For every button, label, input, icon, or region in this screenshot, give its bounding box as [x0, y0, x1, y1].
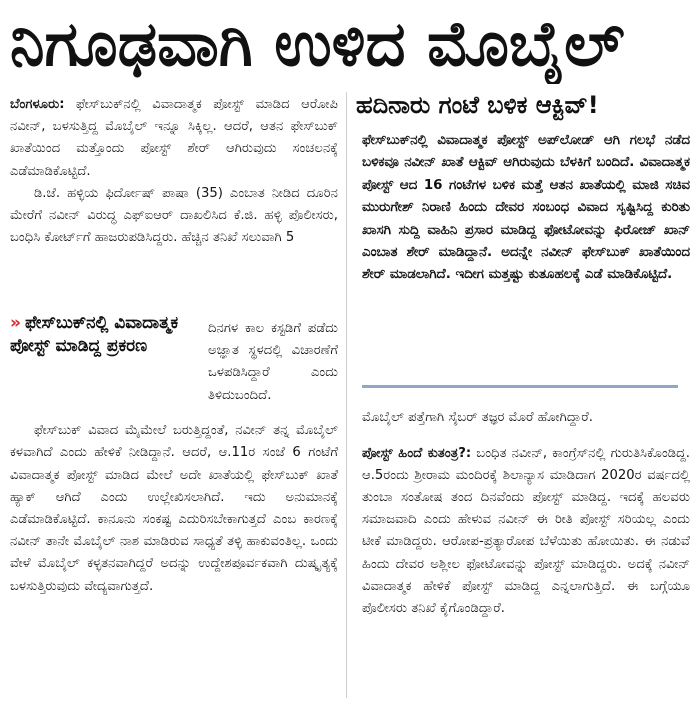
right-paragraph-2-lead: ಪೋಸ್ಟ್ ಹಿಂದೆ ಕುತಂತ್ರ?:: [362, 445, 472, 461]
subhead: ಹದಿನಾರು ಗಂಟೆ ಬಳಿಕ ಆಕ್ಟಿವ್!: [356, 91, 599, 119]
headline: ನಿಗೂಢವಾಗಿ ಉಳಿದ ಮೊಬೈಲ್: [10, 7, 625, 80]
pull-quote: [10, 312, 200, 358]
left-paragraph-3: [10, 407, 338, 611]
left-paragraph-2-continued: ದಿನಗಳ ಕಾಲ ಕಸ್ಟಡಿಗೆ ಪಡೆದು ಅಜ್ಞಾತ ಸ್ಥಳದಲ್ಲಿ ವಿಚಾರಣೆಗೆ ಒಳಪಡಿಸಿದ್ದಾರೆ ಎಂದು ತಿಳಿದುಬಂದಿದೆ.: [208, 321, 338, 403]
left-paragraph-2: ಡಿ.ಜೆ. ಹಳ್ಳಿಯ ಫಿರ್ದೋಷ್ ಪಾಷಾ (35) ಎಂಬಾತ ನೀಡಿದ ದೂರಿನ ಮೇರೆಗೆ ನವೀನ್ ವಿರುದ್ಧ ಎಫ್‌ಐಆರ್ ದಾಖಲಿಸಿದ ಕೆ.ಜಿ. ಹಳ್ಳಿ ಪೊಲೀಸರು, ಬಂಧಿಸಿ ಕೋರ್ಟ್‌ಗೆ ಹಾಜರುಪಡಿಸಿದ್ದರು. ಹೆಚ್ಚಿನ ತನಿಖೆ ಸಲುವಾಗಿ 5: [10, 185, 338, 246]
left-paragraph-1-text: ಫೇಸ್‌ಬುಕ್‌ನಲ್ಲಿ ವಿವಾದಾತ್ಮಕ ಪೋಸ್ಟ್ ಮಾಡಿದ ಆರೋಪಿ ನವೀನ್, ಬಳಸುತ್ತಿದ್ದ ಮೊಬೈಲ್ ಇನ್ನೂ ಸಿಕ್ಕಿಲ್ಲ. ಆದರೆ, ಆತನ ಫೇಸ್‌ಬುಕ್ ಖಾತೆಯಿಂದ ಮತ್ತೊಂದು ಪೋಸ್ಟ್ ಶೇರ್ ಆಗಿರುವುದು ಸಂಚಲನಕ್ಕೆ ಎಡೆಮಾಡಿಕೊಟ್ಟಿದೆ.: [10, 97, 338, 179]
pull-quote-text: ಫೇಸ್‌ಬುಕ್‌ನಲ್ಲಿ ವಿವಾದಾತ್ಮಕ ಪೋಸ್ಟ್ ಮಾಡಿದ್ದ ಪ್ರಕರಣ: [10, 313, 179, 356]
right-lead-paragraph: ಫೇಸ್‌ಬುಕ್‌ನಲ್ಲಿ ವಿವಾದಾತ್ಮಕ ಪೋಸ್ಟ್ ಅಪ್‌ಲೋಡ್ ಆಗಿ ಗಲಭೆ ನಡೆದ ಬಳಿಕವೂ ನವೀನ್ ಖಾತೆ ಆಕ್ಟಿವ್ ಆಗಿರುವುದು ಬೆಳಕಿಗೆ ಬಂದಿದೆ. ವಿವಾದಾತ್ಮಕ ಪೋಸ್ಟ್ ಆದ 16 ಗಂಟೆಗಳ ಬಳಿಕ ಮತ್ತೆ ಆತನ ಖಾತೆಯಲ್ಲಿ ಮಾಜಿ ಸಚಿವ ಮುರುಗೇಶ್ ನಿರಾಣಿ ಹಿಂದು ದೇವರ ಸಂಬಂಧ ವಿವಾದ ಸೃಷ್ಟಿಸಿದ್ದ ಕುರಿತು ಖಾಸಗಿ ಸುದ್ದಿ ವಾಹಿನಿ ಪ್ರಸಾರ ಮಾಡಿದ್ದ ಫೋಟೋವನ್ನು ಫಿರೋಜ್ ಖಾನ್ ಎಂಬಾತ ಶೇರ್ ಮಾಡಿದ್ದಾನೆ. ಅದನ್ನೇ ನವೀನ್ ಫೇಸ್‌ಬುಕ್ ಖಾತೆಯಿಂದ ಶೇರ್ ಮಾಡಲಾಗಿದೆ. ಇದೀಗ ಮತ್ತಷ್ಟು ಕುತೂಹಲಕ್ಕೆ ಎಡೆ ಮಾಡಿಕೊಟ್ಟಿದೆ.: [362, 133, 690, 283]
left-paragraph-1: [10, 94, 338, 183]
left-paragraph-3-text: ಫೇಸ್‌ಬುಕ್ ವಿವಾದ ಮೈಮೇಲೆ ಬರುತ್ತಿದ್ದಂತೆ, ನವೀನ್ ತನ್ನ ಮೊಬೈಲ್ ಕಳವಾಗಿದೆ ಎಂದು ಹೇಳಿಕೆ ನೀಡಿದ್ದಾನೆ. ಆದರೆ, ಆ.11ರ ಸಂಜೆ 6 ಗಂಟೆಗೆ ವಿವಾದಾತ್ಮಕ ಪೋಸ್ಟ್ ಮಾಡಿದ ಮೇಲೆ ಅದೇ ಖಾತೆಯಲ್ಲಿ ಫೇಸ್‌ಬುಕ್ ಖಾತೆ ಹ್ಯಾಕ್ ಆಗಿದೆ ಎಂದು ಉಲ್ಲೇಖಿಸಲಾಗಿದೆ. ಇದು ಅನುಮಾನಕ್ಕೆ ಎಡೆಮಾಡಿಕೊಟ್ಟಿದೆ. ಕಾನೂನು ಸಂಕಷ್ಟ ಎದುರಿಸಬೇಕಾಗುತ್ತದೆ ಎಂಬ ಕಾರಣಕ್ಕೆ ನವೀನ್ ತಾನೇ ಮೊಬೈಲ್ ನಾಶ ಮಾಡಿರುವ ಸಾಧ್ಯತೆ ತಳ್ಳಿ ಹಾಕುವಂತಿಲ್ಲ. ಒಂದು ವೇಳೆ ಮೊಬೈಲ್ ಕಳ್ಳತನವಾಗಿದ್ದರೆ ಅದನ್ನು ಉದ್ದೇಶಪೂರ್ವಕವಾಗಿ ದುಷ್ಕೃತ್ಯಕ್ಕೆ ಬಳಸುತ್ತಿರುವುದು ವೇದ್ಯವಾಗುತ್ತದೆ.: [10, 423, 338, 594]
right-paragraph-2-text: ಬಂಧಿತ ನವೀನ್, ಕಾಂಗ್ರೆಸ್‌ನಲ್ಲಿ ಗುರುತಿಸಿಕೊಂಡಿದ್ದ. ಆ.5ರಂದು ಶ್ರೀರಾಮ ಮಂದಿರಕ್ಕೆ ಶಿಲಾನ್ಯಾಸ ಮಾಡಿದಾಗ 2020ರ ವರ್ಷದಲ್ಲಿ ತುಂಬಾ ಸಂತೋಷ ತಂದ ದಿನವೆಂದು ಪೋಸ್ಟ್ ಮಾಡಿದ್ದ. ಇದಕ್ಕೆ ಹಲವರು ಸಮಾಜವಾದಿ ಎಂದು ಹೇಳುವ ನವೀನ್ ಈ ರೀತಿ ಪೋಸ್ಟ್ ಸರಿಯಲ್ಲ ಎಂದು ಟೀಕೆ ಮಾಡಿದ್ದರು. ಆರೋಪ-ಪ್ರತ್ಯಾರೋಪ ಬೆಳೆಯಿತು ಹೋಯಿತು. ಈ ನಡುವೆ ಹಿಂದು ದೇವರ ಅಶ್ಲೀಲ ಫೋಟೋವನ್ನು ಪೋಸ್ಟ್ ಮಾಡಿದ್ದರು. ಅದಕ್ಕೆ ನವೀನ್ ವಿವಾದಾತ್ಮಕ ಹೇಳಿಕೆ ಪೋಸ್ಟ್ ಮಾಡಿದ್ದ ಎನ್ನಲಾಗುತ್ತಿದೆ. ಈ ಬಗ್ಗೆಯೂ ಪೊಲೀಸರು ತನಿಖೆ ಕೈಗೊಂಡಿದ್ದಾರೆ.: [362, 445, 690, 616]
left-column-top: [10, 94, 338, 249]
right-column-bottom: [362, 394, 690, 633]
right-paragraph-1: ಮೊಬೈಲ್ ಪತ್ತೆಗಾಗಿ ಸೈಬರ್ ತಜ್ಞರ ಮೊರೆ ಹೋಗಿದ್ದಾರೆ.: [362, 410, 593, 426]
right-paragraph-2: [362, 443, 690, 621]
dateline: ಬೆಂಗಳೂರು:: [10, 97, 65, 112]
chevron-right-icon: »: [10, 313, 21, 333]
column-divider: [346, 92, 347, 698]
section-divider: [362, 385, 678, 388]
